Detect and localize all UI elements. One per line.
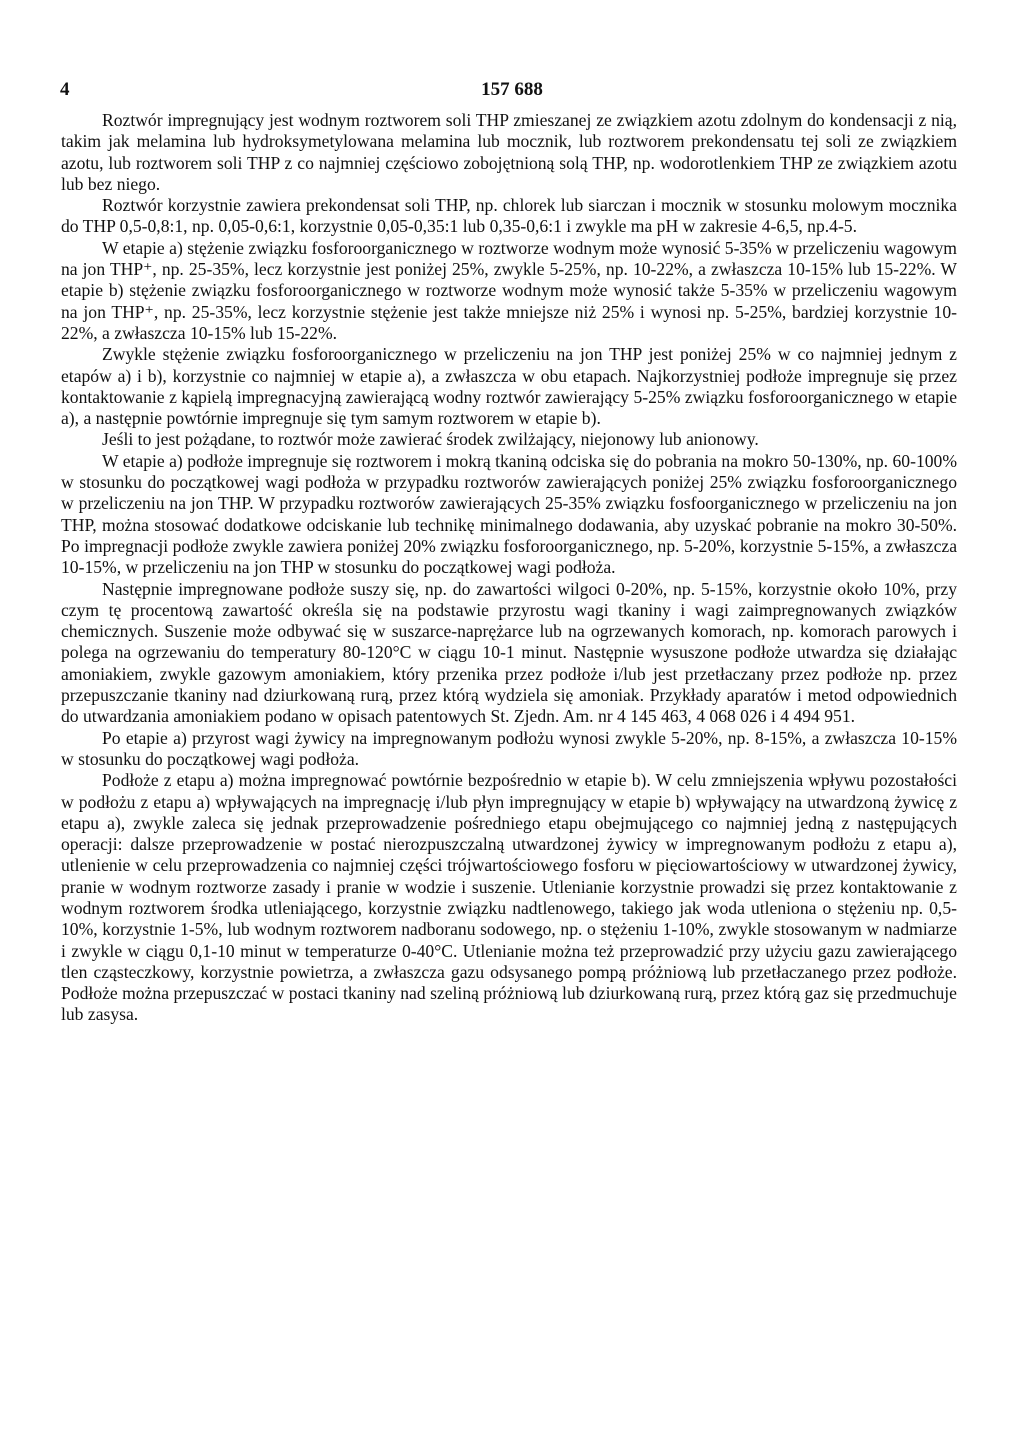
paragraph: Następnie impregnowane podłoże suszy się, np. do zawartości wilgoci 0-20%, np. 5-15%, korzystnie około 10%, przy czym tę procentową zawartość określa się na podstawie przyrostu wagi tkaniny i wagi zaimpregnowanych związków chemicznych. Suszenie może odbywać się w suszarce-naprężarce lub na ogrzewanych komorach, np. komorach parowych i polega na ogrzewaniu do temperatury 80-120°C w ciągu 10-1 minut. Następnie wysuszone podłoże utwardza się działając amoniakiem, zwykle gazowym amoniakiem, który przenika przez podłoże i/lub jest przetłaczany przez podłoże np. przez przepuszczanie tkaniny nad dziurkowaną rurą, przez którą wydziela się amoniak. Przykłady aparatów i metod odpowiednich do utwardzania amoniakiem podano w opisach patentowych St. Zjedn. Am. nr 4 145 463, 4 068 026 i 4 494 951. [61,578,957,727]
paragraph: Roztwór korzystnie zawiera prekondensat soli THP, np. chlorek lub siarczan i mocznik w stosunku molowym mocznika do THP 0,5-0,8:1, np. 0,05-0,6:1, korzystnie 0,05-0,35:1 lub 0,35-0,6:1 i zwykle ma pH w zakresie 4-6,5, np.4-5. [61,195,957,237]
paragraph: Jeśli to jest pożądane, to roztwór może zawierać środek zwilżający, niejonowy lub anionowy. [102,429,759,450]
paragraph: Zwykle stężenie związku fosforoorganicznego w przeliczeniu na jon THP jest poniżej 25% w co najmniej jednym z etapów a) i b), korzystnie co najmniej w etapie a), a zwłaszcza w obu etapach. Najkorzystniej podłoże impregnuje się przez kontaktowanie z kąpielą impregnacyjną zawierającą wodny roztwór zawierający 5-25% związku fosforoorganicznego w etapie a), a następnie powtórnie impregnuje się tym samym roztworem w etapie b). [61,344,957,429]
paragraph: Podłoże z etapu a) można impregnować powtórnie bezpośrednio w etapie b). W celu zmniejszenia wpływu pozostałości w podłożu z etapu a) wpływających na impregnację i/lub płyn impregnujący w etapie b) wpływający na utwardzoną żywicę z etapu a), zwykle zaleca się jednak przeprowadzenie pośredniego etapu obejmującego co najmniej jedną z następujących operacji: dalsze przeprowadzenie w postać nierozpuszczalną utwardzonej żywicy w impregnowanym podłożu z etapu a), utlenienie w celu przeprowadzenia co najmniej części trójwartościowego fosforu w pięciowartościowy w utwardzonej żywicy, pranie w wodnym roztworze zasady i pranie w wodzie i suszenie. Utlenianie korzystnie prowadzi się przez kontaktowanie z wodnym roztworem środka utleniającego, korzystnie związku nadtlenowego, takiego jak woda utleniona o stężeniu np. 0,5-10%, korzystnie 1-5%, lub wodnym roztworem nadboranu sodowego, np. o stężeniu 1-10%, zwykle stosowanym w nadmiarze i zwykle w ciągu 0,1-10 minut w temperaturze 0-40°C. Utlenianie można też przeprowadzić przy użyciu gazu zawierającego tlen cząsteczkowy, korzystnie powietrza, a zwłaszcza gazu odsysanego pompą próżniową lub przetłaczanego przez podłoże. Podłoże można przepuszczać w postaci tkaniny nad szeliną próżniową lub dziurkowaną rurą, przez którą gaz się przedmuchuje lub zasysa. [61,770,957,1025]
paragraph: W etapie a) podłoże impregnuje się roztworem i mokrą tkaniną odciska się do pobrania na mokro 50-130%, np. 60-100% w stosunku do początkowej wagi podłoża w przypadku roztworów zawierających poniżej 25% związku fosforoorganicznego w przeliczeniu na jon THP. W przypadku roztworów zawierających 25-35% związku fosfoorganicznego w przeliczeniu na jon THP, można stosować dodatkowe odciskanie lub technikę minimalnego dodawania, aby uzyskać pobranie na mokro 30-50%. Po impregnacji podłoże zwykle zawiera poniżej 20% związku fosforoorganicznego, np. 5-20%, korzystnie 5-15%, a zwłaszcza 10-15%, w przeliczeniu na jon THP w stosunku do początkowej wagi podłoża. [61,450,957,578]
paragraph: Roztwór impregnujący jest wodnym roztworem soli THP zmieszanej ze związkiem azotu zdolnym do kondensacji z nią, takim jak melamina lub hydroksymetylowana melamina lub mocznik, lub roztworem prekondensatu tej soli ze związkiem azotu, lub roztworem soli THP z co najmniej częściowo zobojętnioną solą THP, np. wodorotlenkiem THP ze związkiem azotu lub bez niego. [61,110,957,194]
page-number: 4 [60,79,70,100]
paragraph: Po etapie a) przyrost wagi żywicy na impregnowanym podłożu wynosi zwykle 5-20%, np. 8-15%, a zwłaszcza 10-15% w stosunku do początkowej wagi podłoża. [61,727,957,769]
body-text [61,110,957,1026]
paragraph: W etapie a) stężenie związku fosforoorganicznego w roztworze wodnym może wynosić 5-35% w przeliczeniu wagowym na jon THP⁺, np. 25-35%, lecz korzystnie jest poniżej 25%, zwykle 5-25%, np. 10-22%, a zwłaszcza 10-15% lub 15-22%. W etapie b) stężenie związku fosforoorganicznego w roztworze wodnym może wynosić także 5-35% w przeliczeniu wagowym na jon THP⁺, np. 25-35%, lecz korzystnie stężenie jest także mniejsze niż 25% i wynosi np. 5-25%, bardziej korzystnie 10-22%, a zwłaszcza 10-15% lub 15-22%. [61,237,957,343]
document-number: 157 688 [481,79,543,100]
